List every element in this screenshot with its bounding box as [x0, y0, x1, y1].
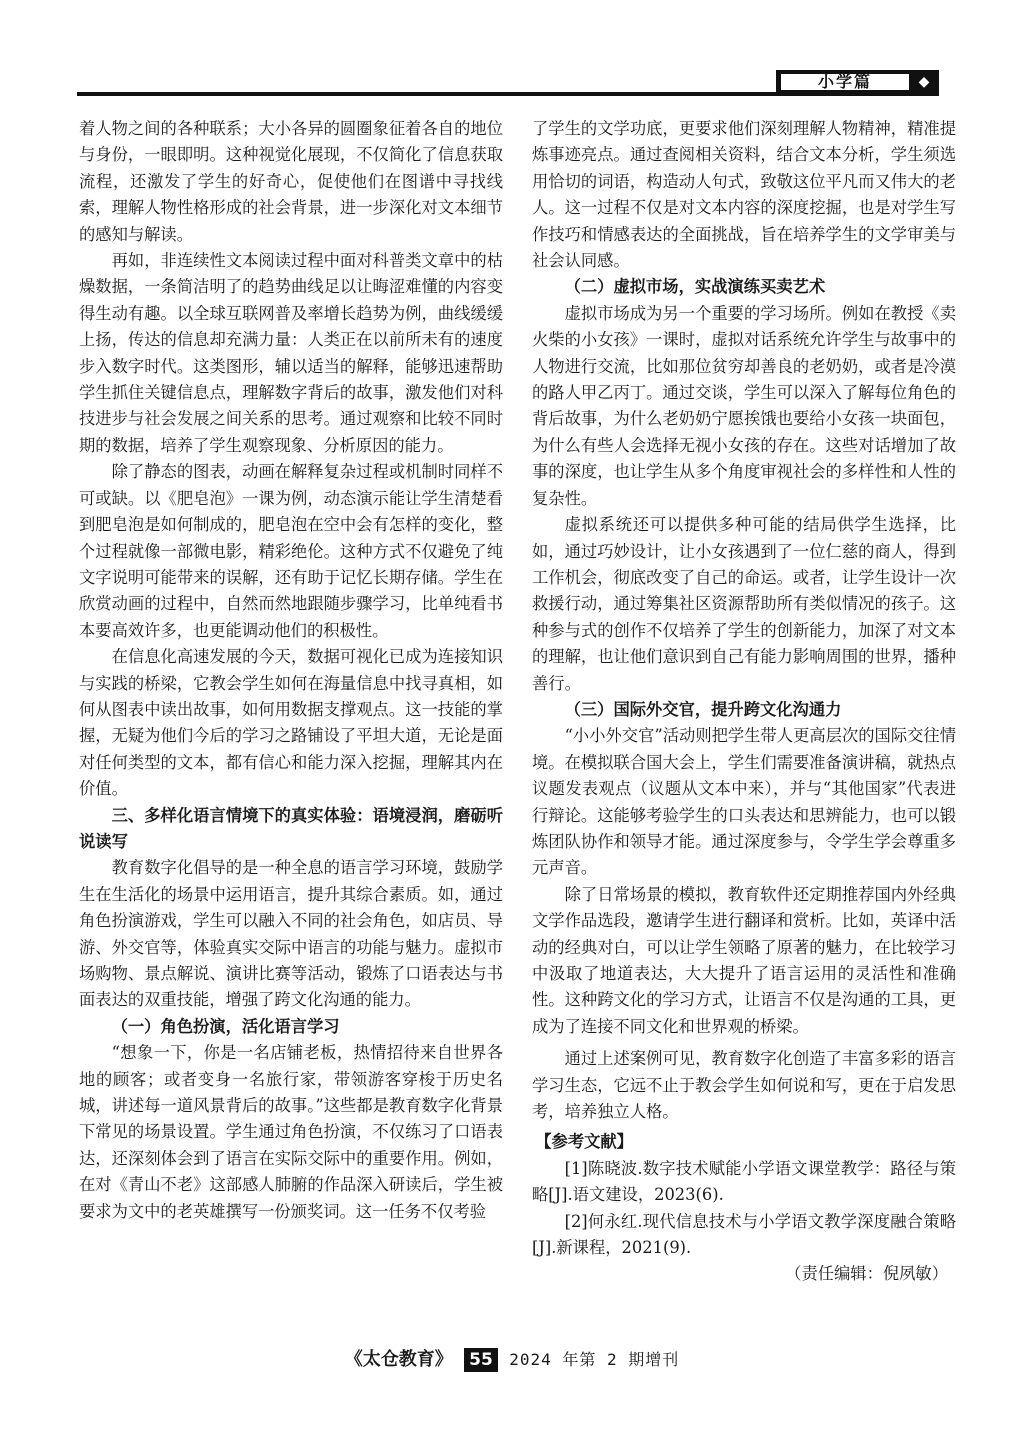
paragraph: 虚拟市场成为另一个重要的学习场所。例如在教授《卖火柴的小女孩》一课时，虚拟对话系统允许学生与故事中的人物进行交流，比如那位贫穷却善良的老奶奶，或者是冷漠的路人甲乙丙丁。通过交谈，学生可以深入了解每位角色的背后故事，为什么老奶奶宁愿挨饿也要给小女孩一块面包，为什么有些人会选择无视小女孩的存在。这些对话增加了故事的深度，也让学生从多个角度审视社会的多样性和人性的复杂性。 [532, 303, 956, 508]
subsection-heading: （三）国际外交官，提升跨文化沟通力 [564, 699, 842, 719]
running-header [77, 62, 939, 98]
paragraph: 了学生的文学功底，更要求他们深刻理解人物精神，精准提炼事迹亮点。通过查阅相关资料，结合文本分析，学生须选用恰切的词语，构造动人句式，致敬这位平凡而又伟大的老人。这一过程不仅是对文本内容的深度挖掘，也是对学生写作技巧和情感表达的全面挑战，旨在培养学生的文学审美与社会认同感。 [532, 119, 956, 271]
paragraph: 教育数字化倡导的是一种全息的语言学习环境，鼓励学生在生活化的场景中运用语言，提升其综合素质。如，通过角色扮演游戏，学生可以融入不同的社会角色，如店员、导游、外交官等，体验真实交际中语言的功能与魅力。虚拟市场购物、景点解说、演讲比赛等活动，锻炼了口语表达与书面表达的双重技能，增强了跨文化沟通的能力。 [79, 858, 503, 1010]
page-number: 55 [464, 1348, 498, 1372]
paragraph: “想象一下，你是一名店铺老板，热情招待来自世界各地的顾客；或者变身一名旅行家，带领游客穿梭于历史名城，讲述每一道风景背后的故事。”这些都是教育数字化背景下常见的场景设置。学生通过角色扮演，不仅练习了口语表达，还深刻体会到了语言在实际交际中的重要作用。例如，在对《青山不老》这部感人肺腑的作品深入研读后，学生被要求为文中的老英雄撰写一份颁奖词。这一任务不仅考验 [79, 1043, 503, 1221]
journal-name: 《太仓教育》 [344, 1348, 453, 1370]
page-footer [0, 1344, 1024, 1374]
paragraph: 除了日常场景的模拟，教育软件还定期推荐国内外经典文学作品选段，邀请学生进行翻译和赏析。比如，英译中活动的经典对白，可以让学生领略了原著的魅力，在比较学习中汲取了地道表达，大大提升了语言运用的灵活性和准确性。这种跨文化的学习方式，让语言不仅是沟通的工具，更成为了连接不同文化和世界观的桥梁。 [532, 884, 956, 1036]
editor-credit: （责任编辑：倪夙敏） [785, 1264, 948, 1284]
subsection-heading: （一）角色扮演，活化语言学习 [111, 1016, 340, 1036]
reference-item: [2]何永红.现代信息技术与小学语文教学深度融合策略[J].新课程，2021(9). [532, 1211, 956, 1258]
section-tab [776, 70, 939, 94]
paragraph: 除了静态的图表，动画在解释复杂过程或机制时同样不可或缺。以《肥皂泡》一课为例，动态演示能让学生清楚看到肥皂泡是如何制成的，肥皂泡在空中会有怎样的变化，整个过程就像一部微电影，精彩绝伦。这种方式不仅避免了纯文字说明可能带来的误解，还有助于记忆长期存储。学生在欣赏动画的过程中，自然而然地跟随步骤学习，比单纯看书本要高效许多，也更能调动他们的积极性。 [79, 462, 503, 640]
paragraph: 通过上述案例可见，教育数字化创造了丰富多彩的语言学习生态，它远不止于教会学生如何说和写，更在于启发思考，培养独立人格。 [532, 1049, 956, 1122]
section-label: 小学篇 [779, 72, 911, 92]
right-column [532, 116, 956, 1288]
paragraph: 再如，非连续性文本阅读过程中面对科普类文章中的枯燥数据，一条简洁明了的趋势曲线足以让晦涩难懂的内容变得生动有趣。以全球互联网普及率增长趋势为例，曲线缓缓上扬，传达的信息却充满力量：人类正在以前所未有的速度步入数字时代。这类图形，辅以适当的解释，能够迅速帮助学生抓住关键信息点，理解数字背后的故事，激发他们对科技进步与社会发展之间关系的思考。通过观察和比较不同时期的数据，培养了学生观察现象、分析原因的能力。 [79, 251, 503, 455]
paragraph: “小小外交官”活动则把学生带人更高层次的国际交往情境。在模拟联合国大会上，学生们需要准备演讲稿，就热点议题发表观点（议题从文本中来），并与“其他国家”代表进行辩论。这能够考验学生的口头表达和思辨能力，也可以锻炼团队协作和领导才能。通过深度参与，令学生学会尊重多元声音。 [532, 726, 956, 878]
diamond-icon: ◆ [918, 74, 930, 90]
paragraph: 着人物之间的各种联系；大小各异的圆圈象征着各自的地位与身份，一眼即明。这种视觉化展现，不仅简化了信息获取流程，还激发了学生的好奇心，促使他们在图谱中寻找线索，理解人物性格形成的社会背景，进一步深化对文本细节的感知与解读。 [79, 119, 503, 244]
left-column [79, 116, 503, 1225]
subsection-heading: （二）虚拟市场，实战演练买卖艺术 [564, 277, 826, 297]
references-heading: 【参考文献】 [535, 1132, 633, 1152]
issue-label: 2024 年第 2 期增刊 [509, 1349, 680, 1369]
section-heading: 三、多样化语言情境下的真实体验：语境浸润，磨砺听说读写 [79, 805, 503, 851]
paragraph: 虚拟系统还可以提供多种可能的结局供学生选择，比如，通过巧妙设计，让小女孩遇到了一位仁慈的商人，得到工作机会，彻底改变了自己的命运。或者，让学生设计一次救援行动，通过筹集社区资源帮助所有类似情况的孩子。这种参与式的创作不仅培养了学生的创新能力，加深了对文本的理解，也让他们意识到自己有能力影响周围的世界，播种善行。 [532, 515, 956, 693]
reference-item: [1]陈晓波.数字技术赋能小学语文课堂教学：路径与策略[J].语文建设，2023(6). [532, 1158, 956, 1205]
paragraph: 在信息化高速发展的今天，数据可视化已成为连接知识与实践的桥梁，它教会学生如何在海量信息中找寻真相，如何从图表中读出故事，如何用数据支撑观点。这一技能的掌握，无疑为他们今后的学习之路铺设了平坦大道，无论是面对任何类型的文本，都有信心和能力深入挖掘，理解其内在价值。 [79, 647, 503, 799]
